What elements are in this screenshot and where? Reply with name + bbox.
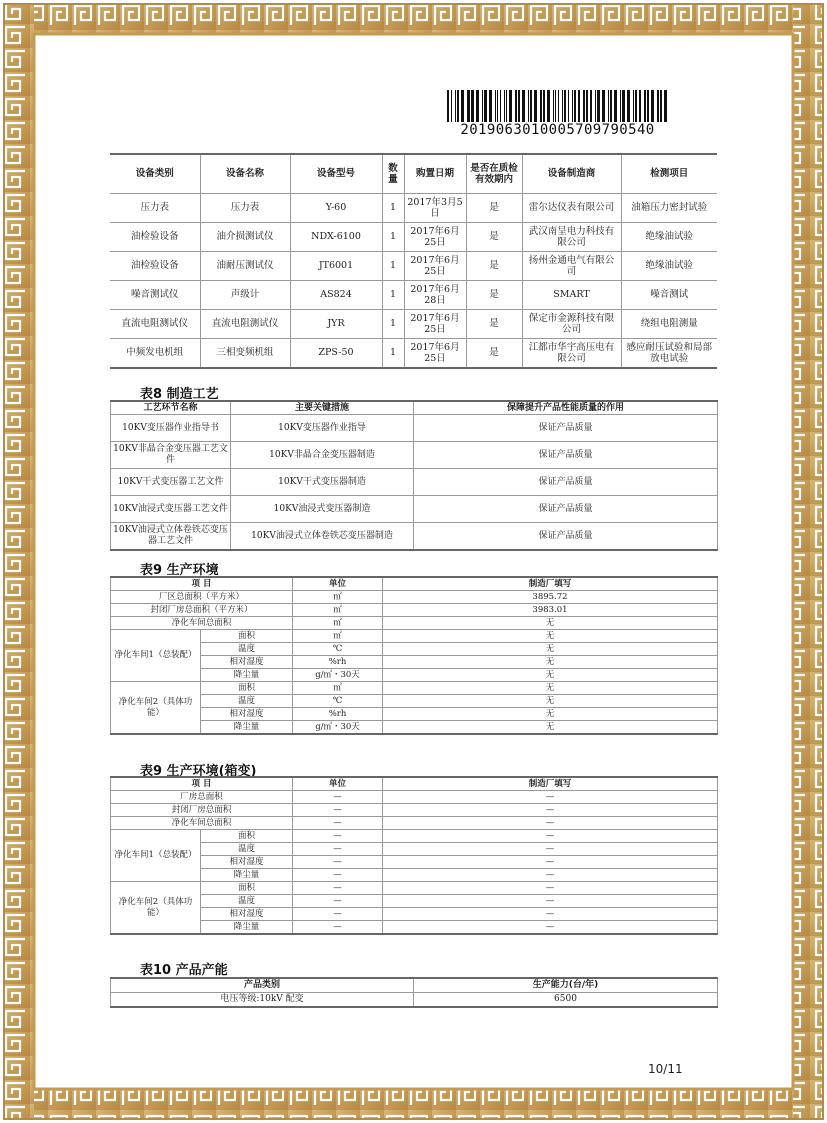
barcode-bar — [558, 90, 559, 122]
barcode-bar — [578, 90, 580, 122]
capacity-table — [110, 977, 718, 1008]
table-cell: — — [293, 856, 383, 869]
table-cell: 无 — [383, 656, 718, 669]
barcode-bar — [547, 90, 550, 122]
table-row — [111, 830, 718, 843]
table-row — [111, 523, 718, 551]
table-cell: 油耐压测试仪 — [200, 252, 290, 281]
table-cell: 无 — [383, 669, 718, 682]
header-cell: 设备类别 — [110, 154, 200, 194]
table-row — [110, 339, 717, 369]
equipment-table — [110, 153, 717, 369]
table-row — [110, 252, 717, 281]
environment-header-row — [111, 577, 718, 591]
barcode-bar — [572, 90, 573, 122]
barcode-bar — [534, 90, 537, 122]
barcode-bar — [595, 90, 596, 122]
table-cell: 无 — [383, 708, 718, 721]
table-cell: 1 — [382, 339, 404, 369]
header-cell: 生产能力(台/年) — [414, 978, 718, 993]
table-cell: 10KV油浸式变压器制造 — [231, 496, 414, 523]
barcode-bar — [633, 90, 634, 122]
table-cell: 10KV油浸式变压器工艺文件 — [111, 496, 231, 523]
table-cell: 2017年6月25日 — [404, 252, 466, 281]
table-cell: 降尘量 — [201, 921, 293, 935]
table-cell: 面积 — [201, 830, 293, 843]
table-cell: 直流电阻测试仪 — [200, 310, 290, 339]
table-cell: 压力表 — [200, 194, 290, 223]
table-cell: 温度 — [201, 643, 293, 656]
table-cell: — — [383, 882, 718, 895]
header-cell: 设备型号 — [290, 154, 382, 194]
table-cell: 江都市华宇高压电有限公司 — [522, 339, 621, 369]
barcode-bar — [620, 90, 621, 122]
barcode-bar — [564, 90, 566, 122]
page-number: 10/11 — [648, 1062, 683, 1076]
table8-title: 表8 制造工艺 — [140, 387, 219, 402]
table-row — [110, 223, 717, 252]
table-cell: 厂房总面积 — [111, 791, 293, 804]
table-row — [111, 682, 718, 695]
barcode-bar — [540, 90, 542, 122]
table-cell: 是 — [466, 281, 522, 310]
table-row — [111, 630, 718, 643]
barcode-bar — [500, 90, 501, 122]
table-cell: ℃ — [293, 643, 383, 656]
table-cell: 无 — [383, 695, 718, 708]
table-cell: %rh — [293, 656, 383, 669]
table-cell: 扬州金通电气有限公司 — [522, 252, 621, 281]
table-cell: — — [383, 856, 718, 869]
group-label-cell: 净化车间2（具体功能） — [111, 882, 201, 935]
table-row — [111, 791, 718, 804]
barcode-bar — [568, 90, 569, 122]
table-cell: — — [293, 830, 383, 843]
table-row — [111, 604, 718, 617]
barcode-bar — [555, 90, 556, 122]
table-cell: 噪音测试 — [621, 281, 717, 310]
table-row — [111, 656, 718, 669]
table-cell: 面积 — [201, 630, 293, 643]
table-cell: — — [293, 895, 383, 908]
barcode-bar — [543, 90, 545, 122]
table-cell: 保证产品质量 — [414, 523, 718, 551]
table-cell: 保证产品质量 — [414, 415, 718, 442]
table-cell: — — [383, 830, 718, 843]
table-cell: 噪音测试仪 — [110, 281, 200, 310]
table-cell: 降尘量 — [201, 721, 293, 735]
table-cell: 1 — [382, 223, 404, 252]
table-cell: ㎡ — [293, 630, 383, 643]
header-cell: 数量 — [382, 154, 404, 194]
table-cell: 10KV非晶合金变压器工艺文件 — [111, 442, 231, 469]
barcode-bar — [467, 90, 470, 122]
table-cell: 10KV变压器作业指导 — [231, 415, 414, 442]
table-row — [111, 804, 718, 817]
process-table — [110, 400, 718, 551]
table-cell: 相对湿度 — [201, 908, 293, 921]
table-cell: g/㎡・30天 — [293, 721, 383, 735]
table-cell: ZPS-50 — [290, 339, 382, 369]
table-cell: 面积 — [201, 882, 293, 895]
barcode-bar — [451, 90, 452, 122]
table-cell: 是 — [466, 339, 522, 369]
table-cell: 相对湿度 — [201, 656, 293, 669]
table-row — [111, 415, 718, 442]
table-row — [111, 708, 718, 721]
barcode-bar — [457, 90, 459, 122]
table-cell: 1 — [382, 194, 404, 223]
table-row — [110, 310, 717, 339]
table-cell: — — [293, 843, 383, 856]
barcode-bar — [622, 90, 625, 122]
barcode-bar — [489, 90, 492, 122]
table-cell: — — [383, 908, 718, 921]
table-cell: Y-60 — [290, 194, 382, 223]
table-cell: 感应耐压试验和局部放电试验 — [621, 339, 717, 369]
barcode-bar — [461, 90, 464, 122]
table-cell: 保证产品质量 — [414, 496, 718, 523]
table-cell: ㎡ — [293, 604, 383, 617]
table-cell: — — [293, 921, 383, 935]
table-row — [111, 643, 718, 656]
table-row — [111, 856, 718, 869]
table-cell: 电压等级:10kV 配变 — [111, 993, 414, 1008]
table-cell: 厂区总面积（平方米） — [111, 591, 293, 604]
barcode-bar — [639, 90, 641, 122]
table-cell: AS824 — [290, 281, 382, 310]
table-cell: 保证产品质量 — [414, 442, 718, 469]
table-cell: 10KV变压器作业指导书 — [111, 415, 231, 442]
barcode-bar — [627, 90, 630, 122]
table-cell: — — [293, 882, 383, 895]
barcode-bar — [504, 90, 505, 122]
capacity-header-row — [111, 978, 718, 993]
table-cell: ㎡ — [293, 617, 383, 630]
table-cell: 降尘量 — [201, 869, 293, 882]
header-cell: 设备制造商 — [522, 154, 621, 194]
table-cell: 绕组电阻测量 — [621, 310, 717, 339]
table-cell: 10KV油浸式立体卷铁芯变压器制造 — [231, 523, 414, 551]
table-cell: 6500 — [414, 993, 718, 1008]
table-cell: 是 — [466, 223, 522, 252]
table-row — [111, 843, 718, 856]
table-cell: 直流电阻测试仪 — [110, 310, 200, 339]
barcode-bar — [657, 90, 659, 122]
environment-table — [110, 576, 718, 735]
table-cell: %rh — [293, 708, 383, 721]
table-cell: 10KV油浸式立体卷铁芯变压器工艺文件 — [111, 523, 231, 551]
table-cell: — — [383, 921, 718, 935]
table-row — [110, 194, 717, 223]
table-cell: 2017年3月5日 — [404, 194, 466, 223]
barcode-bar — [455, 90, 456, 122]
table-cell: 3895.72 — [383, 591, 718, 604]
table-cell: 压力表 — [110, 194, 200, 223]
table-cell: 无 — [383, 617, 718, 630]
table-cell: 2017年6月25日 — [404, 223, 466, 252]
table-cell: g/㎡・30天 — [293, 669, 383, 682]
table-row — [111, 442, 718, 469]
table-row — [111, 817, 718, 830]
table-cell: 1 — [382, 252, 404, 281]
table-cell: 面积 — [201, 682, 293, 695]
table-cell: 温度 — [201, 843, 293, 856]
barcode-bar — [495, 90, 496, 122]
barcode-bar — [602, 90, 605, 122]
table-cell: 10KV干式变压器制造 — [231, 469, 414, 496]
barcode-bar — [610, 90, 612, 122]
equipment-header-row — [110, 154, 717, 194]
table-cell: 保定市金源科技有限公司 — [522, 310, 621, 339]
table-row — [111, 695, 718, 708]
table-cell: 温度 — [201, 895, 293, 908]
table-cell: 3983.01 — [383, 604, 718, 617]
table-cell: 是 — [466, 310, 522, 339]
table-cell: NDX-6100 — [290, 223, 382, 252]
barcode-bar — [651, 90, 654, 122]
group-label-cell: 净化车间1（总装配） — [111, 830, 201, 882]
table9-title: 表9 生产环境 — [140, 563, 219, 578]
table-row — [111, 617, 718, 630]
table10-title: 表10 产品产能 — [140, 963, 228, 978]
table-cell: JT6001 — [290, 252, 382, 281]
table-cell: 是 — [466, 252, 522, 281]
barcode-number: 2019063010005709790540 — [460, 122, 655, 138]
barcode-bar — [482, 90, 483, 122]
table-row — [111, 921, 718, 935]
table-row — [110, 281, 717, 310]
group-label-cell: 净化车间2（具体功能） — [111, 682, 201, 735]
barcode-bar — [497, 90, 498, 122]
table-cell: 封闭厂房总面积（平方米） — [111, 604, 293, 617]
barcode-bar — [553, 90, 554, 122]
table-cell: 相对湿度 — [201, 856, 293, 869]
header-cell: 检测项目 — [621, 154, 717, 194]
table-cell: 油检验设备 — [110, 252, 200, 281]
environment-box-header-row — [111, 777, 718, 791]
table-row — [111, 908, 718, 921]
table-cell: ㎡ — [293, 591, 383, 604]
table-cell: 10KV干式变压器工艺文件 — [111, 469, 231, 496]
barcode-bar — [447, 90, 449, 122]
header-cell: 制造厂填写 — [383, 577, 718, 591]
table-cell: — — [383, 804, 718, 817]
group-label-cell: 净化车间1（总装配） — [111, 630, 201, 682]
barcode-image — [445, 90, 670, 122]
table-row — [111, 721, 718, 735]
barcode-bar — [660, 90, 662, 122]
barcode-bar — [583, 90, 585, 122]
barcode-bar — [530, 90, 532, 122]
header-cell: 工艺环节名称 — [111, 401, 231, 415]
table-cell: 中频发电机组 — [110, 339, 200, 369]
barcode-bar — [597, 90, 600, 122]
table-cell: 油检验设备 — [110, 223, 200, 252]
header-cell: 项 目 — [111, 577, 293, 591]
table9b-title: 表9 生产环境(箱变) — [140, 764, 257, 779]
table-cell: 温度 — [201, 695, 293, 708]
table-cell: 2017年6月28日 — [404, 281, 466, 310]
barcode-bar — [509, 90, 512, 122]
header-cell: 产品类别 — [111, 978, 414, 993]
table-cell: — — [293, 804, 383, 817]
table-cell: 无 — [383, 643, 718, 656]
barcode-bar — [586, 90, 588, 122]
table-cell: 声级计 — [200, 281, 290, 310]
table-cell: — — [293, 817, 383, 830]
header-cell: 设备名称 — [200, 154, 290, 194]
table-cell: 武汉南呈电力科技有限公司 — [522, 223, 621, 252]
process-header-row — [111, 401, 718, 415]
table-cell: — — [383, 895, 718, 908]
table-cell: — — [383, 869, 718, 882]
table-cell: 无 — [383, 721, 718, 735]
table-cell: 雷尔达仪表有限公司 — [522, 194, 621, 223]
table-cell: — — [293, 791, 383, 804]
table-cell: ㎡ — [293, 682, 383, 695]
table-row — [111, 669, 718, 682]
table-row — [111, 895, 718, 908]
header-cell: 主要关键措施 — [231, 401, 414, 415]
table-row — [111, 993, 718, 1008]
table-row — [111, 591, 718, 604]
barcode-bar — [614, 90, 617, 122]
header-cell: 保障提升产品性能质量的作用 — [414, 401, 718, 415]
table-row — [111, 882, 718, 895]
table-cell: 净化车间总面积 — [111, 617, 293, 630]
environment-box-table — [110, 776, 718, 935]
table-cell: SMART — [522, 281, 621, 310]
barcode-bar — [528, 90, 529, 122]
table-cell: 1 — [382, 310, 404, 339]
table-cell: 降尘量 — [201, 669, 293, 682]
header-cell: 制造厂填写 — [383, 777, 718, 791]
table-cell: 10KV非晶合金变压器制造 — [231, 442, 414, 469]
table-cell: 净化车间总面积 — [111, 817, 293, 830]
table-cell: — — [293, 908, 383, 921]
table-cell: ℃ — [293, 695, 383, 708]
table-cell: 绝缘油试验 — [621, 223, 717, 252]
table-cell: 保证产品质量 — [414, 469, 718, 496]
barcode-bar — [476, 90, 479, 122]
table-cell: 1 — [382, 281, 404, 310]
table-cell: 2017年6月25日 — [404, 310, 466, 339]
header-cell: 单位 — [293, 777, 383, 791]
table-cell: — — [383, 817, 718, 830]
table-cell: 绝缘油试验 — [621, 252, 717, 281]
table-row — [111, 496, 718, 523]
barcode-bar — [644, 90, 646, 122]
table-row — [111, 469, 718, 496]
barcode-bar — [574, 90, 576, 122]
header-cell: 购置日期 — [404, 154, 466, 194]
table-cell: 是 — [466, 194, 522, 223]
barcode-bar — [484, 90, 487, 122]
barcode-bar — [635, 90, 637, 122]
barcode-bar — [608, 90, 609, 122]
header-cell: 项 目 — [111, 777, 293, 791]
barcode-bar — [522, 90, 525, 122]
barcode-bar — [664, 90, 667, 122]
table-cell: — — [383, 843, 718, 856]
table-cell: 2017年6月25日 — [404, 339, 466, 369]
table-cell: — — [383, 791, 718, 804]
barcode-bar — [506, 90, 507, 122]
barcode-bar — [590, 90, 592, 122]
table-cell: 油介损测试仪 — [200, 223, 290, 252]
table-cell: 三相变频机组 — [200, 339, 290, 369]
header-cell: 单位 — [293, 577, 383, 591]
barcode-bar — [471, 90, 474, 122]
barcode-bar — [647, 90, 649, 122]
barcode-bar — [518, 90, 520, 122]
table-cell: 无 — [383, 630, 718, 643]
table-cell: 相对湿度 — [201, 708, 293, 721]
barcode-bar — [562, 90, 563, 122]
table-cell: — — [293, 869, 383, 882]
table-cell: JYR — [290, 310, 382, 339]
table-cell: 无 — [383, 682, 718, 695]
table-row — [111, 869, 718, 882]
table-cell: 油箱压力密封试验 — [621, 194, 717, 223]
table-cell: 封闭厂房总面积 — [111, 804, 293, 817]
barcode-bar — [515, 90, 517, 122]
header-cell: 是否在质检有效期内 — [466, 154, 522, 194]
